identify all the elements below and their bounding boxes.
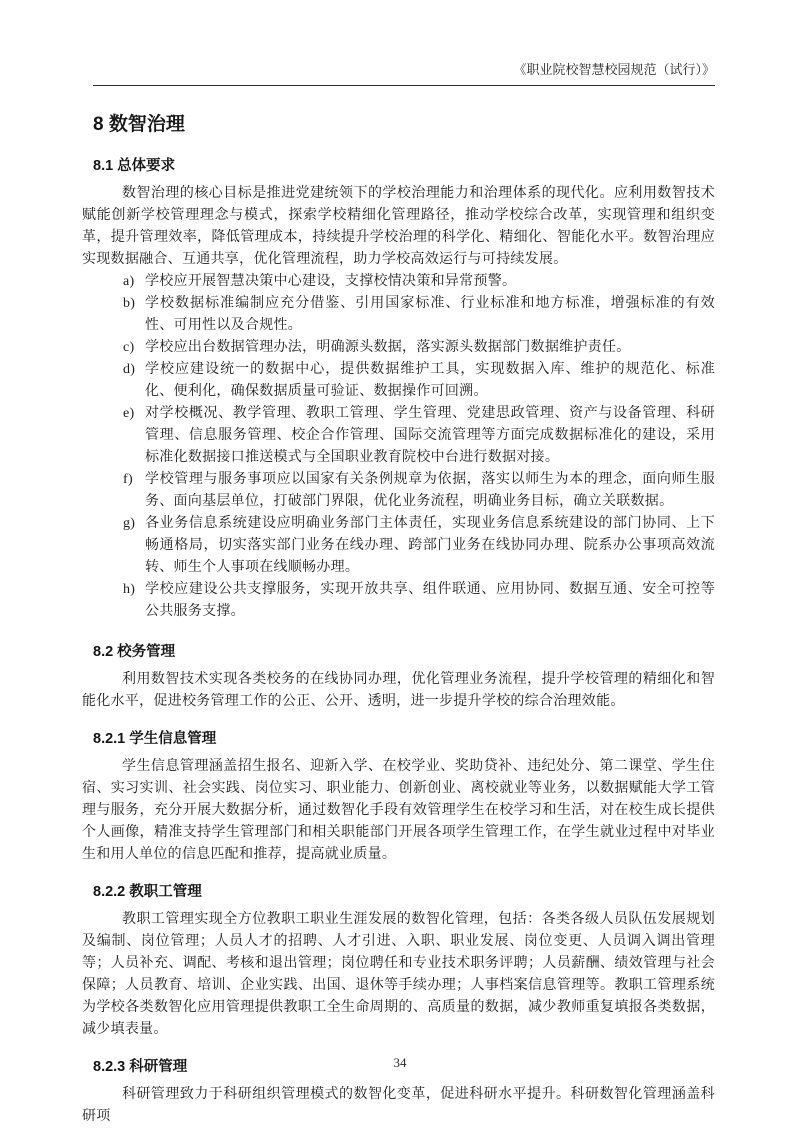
section-8-2-title: 8.2 校务管理 [93, 644, 176, 660]
list-item [82, 293, 715, 337]
list-item [82, 271, 715, 293]
section-8-2-3-body: 科研管理致力于科研组织管理模式的数智化变革，促进科研水平提升。科研数智化管理涵盖科研项 [82, 1087, 715, 1124]
section-8-1-title: 8.1 总体要求 [93, 158, 176, 174]
page-header [93, 62, 715, 86]
section-8-2-1-body: 学生信息管理涵盖招生报名、迎新入学、在校学业、奖助贷补、违纪处分、第二课堂、学生住宿、实习实训、社会实践、岗位实习、职业能力、创新创业、离校就业等业务，以数据赋能大学工管理与服务，充分开展大数据分析，通过数智化手段有效管理学生在校学习和生活，对在校生成长提供个人画像，精准支持学生管理部门和相关职能部门开展各项学生管理工作，在学生就业过程中对毕业生和用人单位的信息匹配和推荐，提高就业质量。 [82, 759, 715, 862]
section-8-2-1-title: 8.2.1 学生信息管理 [93, 731, 217, 747]
list-item [82, 337, 715, 359]
chapter-title: 8 数智治理 [93, 114, 185, 135]
list-item-marker: d) [123, 362, 136, 377]
list-item-marker: h) [123, 582, 136, 597]
list-item [82, 403, 715, 469]
list-item [82, 359, 715, 403]
list-item-text: 各业务信息系统建设应明确业务部门主体责任，实现业务信息系统建设的部门协同、上下畅通格局，切实落实部门业务在线办理、跨部门业务在线协同办理、院系办公事项高效流转、师生个人事项在线顺畅办理。 [145, 516, 715, 575]
requirements-list [82, 271, 715, 623]
list-item [82, 579, 715, 623]
list-item-marker: c) [123, 340, 135, 355]
list-item [82, 469, 715, 513]
list-item-marker: a) [123, 274, 135, 289]
list-item-marker: b) [123, 296, 136, 311]
section-8-2-3-title: 8.2.3 科研管理 [93, 1059, 188, 1075]
list-item-marker: g) [123, 516, 136, 531]
page-footer [0, 1052, 800, 1074]
list-item-text: 学校应建设公共支撑服务，实现开放共享、组件联通、应用协同、数据互通、安全可控等公共服务支撑。 [145, 582, 715, 619]
list-item-marker: f) [123, 472, 133, 487]
list-item-text: 学校数据标准编制应充分借鉴、引用国家标准、行业标准和地方标准，增强标准的有效性、可用性以及合规性。 [145, 296, 715, 333]
header-title: 《职业院校智慧校园规范（试行）》 [513, 62, 715, 77]
list-item-text: 学校管理与服务事项应以国家有关条例规章为依据，落实以师生为本的理念，面向师生服务、面向基层单位，打破部门界限，优化业务流程，明确业务目标，确立关联数据。 [145, 472, 715, 509]
section-8-2-2-body: 教职工管理实现全方位教职工职业生涯发展的数智化管理，包括：各类各级人员队伍发展规划及编制、岗位管理；人员人才的招聘、人才引进、入职、职业发展、岗位变更、人员调入调出管理等；人员补充、调配、考核和退出管理；岗位聘任和专业技术职务评聘；人员薪酬、绩效管理与社会保障；人员教育、培训、企业实践、出国、退休等手续办理；人事档案信息管理等。教职工管理系统为学校各类数智化应用管理提供教职工全生命周期的、高质量的数据，减少教师重复填报各类数据，减少填表量。 [82, 912, 715, 1037]
list-item-text: 学校应开展智慧决策中心建设，支撑校情决策和异常预警。 [145, 274, 517, 289]
section-8-1-intro: 数智治理的核心目标是推进党建统领下的学校治理能力和治理体系的现代化。应利用数智技术赋能创新学校管理理念与模式，探索学校精细化管理路径，推动学校综合改革，实现管理和组织变革，提升管理效率，降低管理成本，持续提升学校治理的科学化、精细化、智能化水平。数智治理应实现数据融合、互通共享，优化管理流程，助力学校高效运行与可持续发展。 [82, 186, 715, 267]
page-number: 34 [393, 1055, 407, 1070]
section-8-2-intro: 利用数智技术实现各类校务的在线协同办理，优化管理业务流程，提升学校管理的精细化和智能化水平，促进校务管理工作的公正、公开、透明，进一步提升学校的综合治理效能。 [82, 672, 715, 709]
list-item-text: 对学校概况、教学管理、教职工管理、学生管理、党建思政管理、资产与设备管理、科研管理、信息服务管理、校企合作管理、国际交流管理等方面完成数据标准化的建设，采用标准化数据接口推送模式与全国职业教育院校中台进行数据对接。 [145, 406, 715, 465]
list-item-marker: e) [123, 406, 135, 421]
list-item-text: 学校应出台数据管理办法，明确源头数据，落实源头数据部门数据维护责任。 [145, 340, 631, 355]
list-item-text: 学校应建设统一的数据中心，提供数据维护工具，实现数据入库、维护的规范化、标准化、便利化，确保数据质量可验证、数据操作可回溯。 [145, 362, 715, 399]
section-8-2-2-title: 8.2.2 教职工管理 [93, 884, 202, 900]
list-item [82, 513, 715, 579]
